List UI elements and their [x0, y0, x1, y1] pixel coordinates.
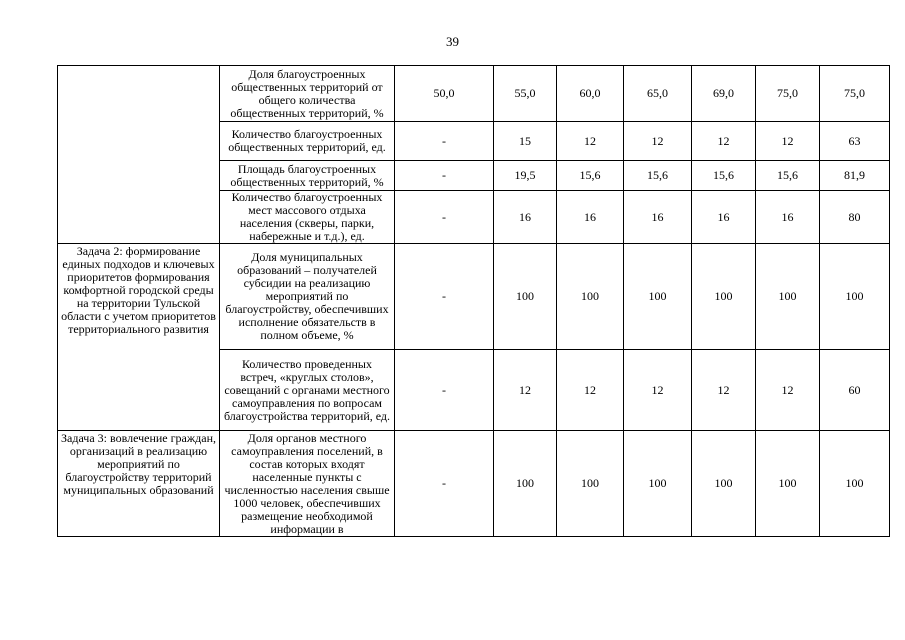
- task-cell-1: [58, 66, 220, 244]
- value-cell: -: [395, 244, 494, 350]
- value-cell: 12: [557, 350, 624, 431]
- value-cell: 16: [692, 191, 756, 244]
- value-cell: -: [395, 431, 494, 537]
- value-cell: 60,0: [557, 66, 624, 122]
- value-cell: 100: [494, 431, 557, 537]
- value-cell: 100: [557, 244, 624, 350]
- indicator-cell: Доля муниципальных образований – получателей субсидии на реализацию мероприятий по благоустройству, обеспечивших исполнение обязательств в полном объеме, %: [220, 244, 395, 350]
- value-cell: 12: [557, 122, 624, 161]
- value-cell: 100: [756, 431, 820, 537]
- task-cell-3: Задача 3: вовлечение граждан, организаций в реализацию мероприятий по благоустройству территорий муниципальных образований: [58, 431, 220, 537]
- value-cell: 55,0: [494, 66, 557, 122]
- value-cell: 100: [820, 431, 890, 537]
- table-row: [58, 66, 890, 122]
- task-cell-2: Задача 2: формирование единых подходов и ключевых приоритетов формирования комфортной городской среды на территории Тульской области с учетом приоритетов территориального развития: [58, 244, 220, 431]
- value-cell: 60: [820, 350, 890, 431]
- value-cell: 15,6: [692, 161, 756, 191]
- indicator-cell: Доля органов местного самоуправления поселений, в состав которых входят населенные пункты с численностью населения свыше 1000 человек, обеспечивших размещение необходимой информации в: [220, 431, 395, 537]
- value-cell: -: [395, 122, 494, 161]
- value-cell: 16: [624, 191, 692, 244]
- value-cell: 65,0: [624, 66, 692, 122]
- value-cell: -: [395, 191, 494, 244]
- value-cell: 100: [692, 431, 756, 537]
- table-row: [58, 431, 890, 537]
- value-cell: 63: [820, 122, 890, 161]
- value-cell: 100: [494, 244, 557, 350]
- value-cell: 12: [624, 350, 692, 431]
- value-cell: 81,9: [820, 161, 890, 191]
- value-cell: 16: [494, 191, 557, 244]
- value-cell: 69,0: [692, 66, 756, 122]
- value-cell: 100: [820, 244, 890, 350]
- value-cell: 12: [624, 122, 692, 161]
- value-cell: 16: [557, 191, 624, 244]
- value-cell: -: [395, 161, 494, 191]
- value-cell: 100: [624, 244, 692, 350]
- value-cell: 50,0: [395, 66, 494, 122]
- value-cell: 12: [494, 350, 557, 431]
- indicator-cell: Доля благоустроенных общественных территорий от общего количества общественных территорий, %: [220, 66, 395, 122]
- indicator-cell: Количество благоустроенных мест массового отдыха населения (скверы, парки, набережные и т.д.), ед.: [220, 191, 395, 244]
- value-cell: 100: [624, 431, 692, 537]
- value-cell: 15,6: [624, 161, 692, 191]
- value-cell: 15,6: [756, 161, 820, 191]
- value-cell: 12: [692, 122, 756, 161]
- value-cell: 16: [756, 191, 820, 244]
- value-cell: 15,6: [557, 161, 624, 191]
- value-cell: 75,0: [820, 66, 890, 122]
- indicator-cell: Количество проведенных встреч, «круглых столов», совещаний с органами местного самоуправления по вопросам благоустройства территорий, ед.: [220, 350, 395, 431]
- indicators-table: [57, 65, 890, 537]
- value-cell: 100: [557, 431, 624, 537]
- value-cell: 100: [756, 244, 820, 350]
- value-cell: 12: [756, 350, 820, 431]
- table-row: [58, 244, 890, 350]
- value-cell: 19,5: [494, 161, 557, 191]
- value-cell: -: [395, 350, 494, 431]
- value-cell: 80: [820, 191, 890, 244]
- value-cell: 15: [494, 122, 557, 161]
- indicator-cell: Площадь благоустроенных общественных территорий, %: [220, 161, 395, 191]
- value-cell: 100: [692, 244, 756, 350]
- value-cell: 12: [756, 122, 820, 161]
- indicator-cell: Количество благоустроенных общественных территорий, ед.: [220, 122, 395, 161]
- value-cell: 12: [692, 350, 756, 431]
- value-cell: 75,0: [756, 66, 820, 122]
- page-number: 39: [446, 34, 459, 49]
